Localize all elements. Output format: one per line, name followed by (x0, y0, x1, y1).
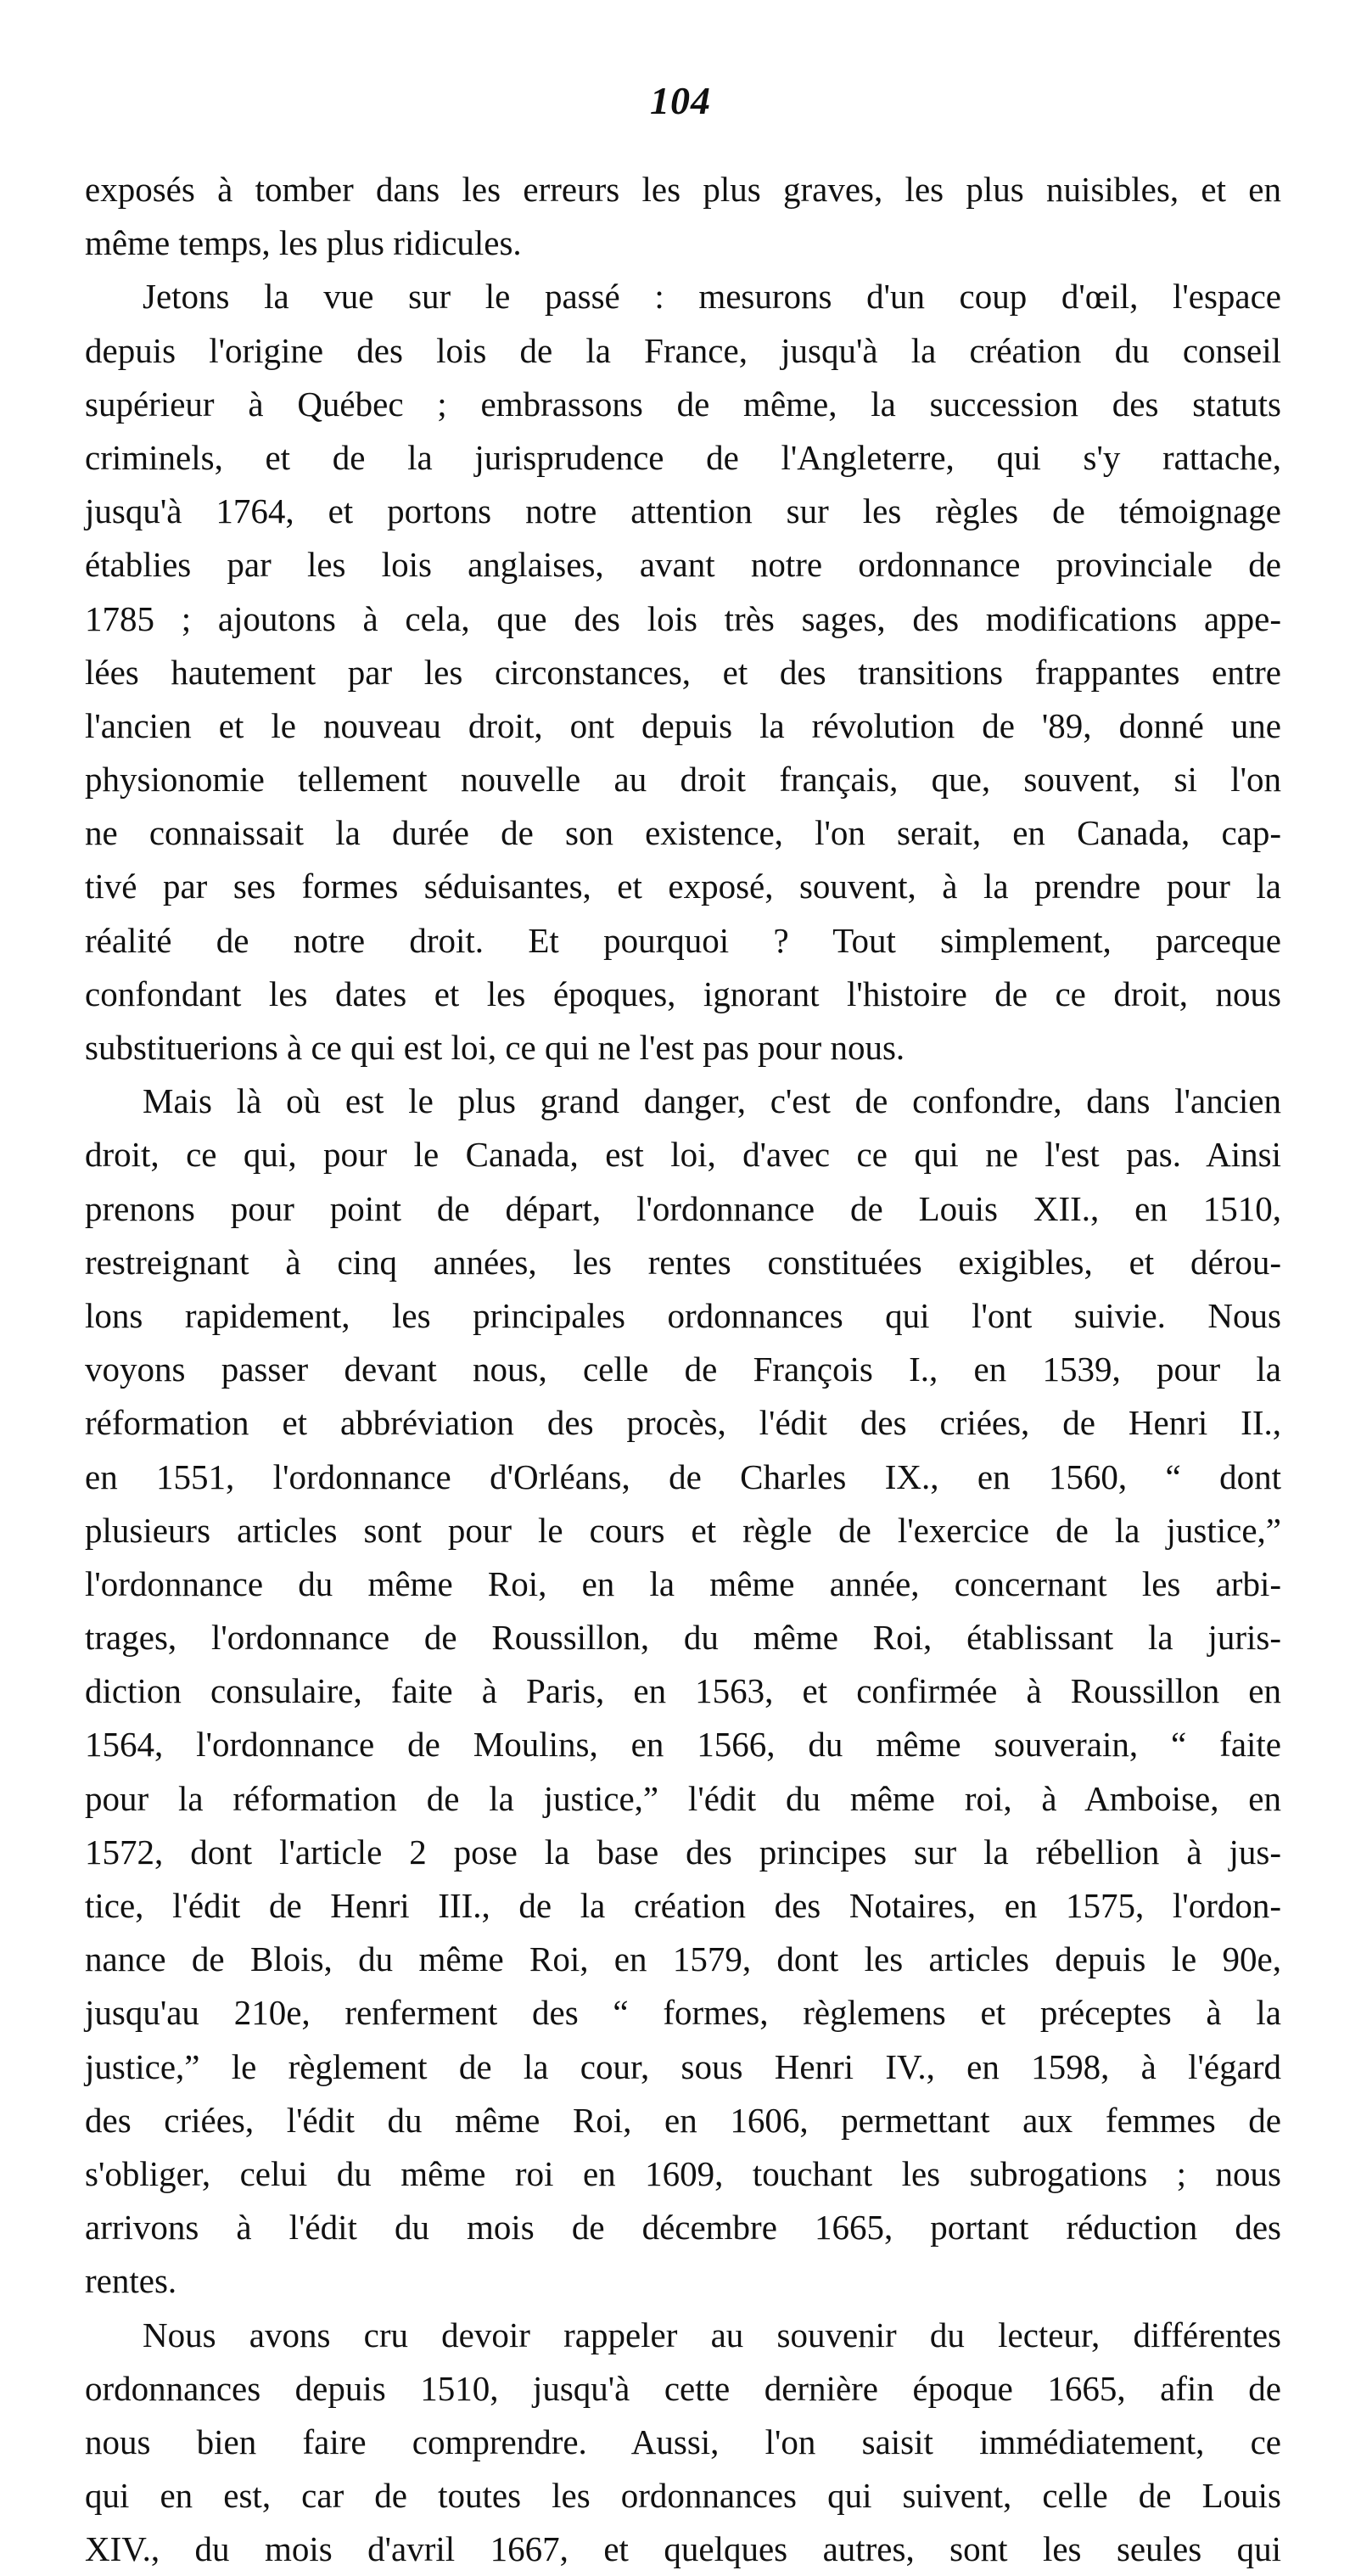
text-line: pour la réformation de la justice,” l'édit du même roi, à Amboise, en (85, 1772, 1281, 1826)
text-line: droit, ce qui, pour le Canada, est loi, d'avec ce qui ne l'est pas. Ainsi (85, 1128, 1281, 1181)
text-line: réalité de notre droit. Et pourquoi ? Tout simplement, parceque (85, 914, 1281, 968)
text-line: prenons pour point de départ, l'ordonnance de Louis XII., en 1510, (85, 1182, 1281, 1236)
text-line: trages, l'ordonnance de Roussillon, du même Roi, établissant la juris- (85, 1611, 1281, 1664)
text-line: physionomie tellement nouvelle au droit français, que, souvent, si l'on (85, 753, 1281, 806)
text-line: nance de Blois, du même Roi, en 1579, dont les articles depuis le 90e, (85, 1933, 1281, 1986)
body-text (85, 163, 1281, 2576)
text-line: 1564, l'ordonnance de Moulins, en 1566, du même souverain, “ faite (85, 1718, 1281, 1771)
text-line: plusieurs articles sont pour le cours et règle de l'exercice de la justice,” (85, 1504, 1281, 1557)
text-line: lées hautement par les circonstances, et des transitions frappantes entre (85, 646, 1281, 699)
text-line: même temps, les plus ridicules. (85, 216, 1281, 270)
text-line: tice, l'édit de Henri III., de la création des Notaires, en 1575, l'ordon- (85, 1879, 1281, 1933)
text-line: Mais là où est le plus grand danger, c'est de confondre, dans l'ancien (85, 1075, 1281, 1128)
text-line: en 1551, l'ordonnance d'Orléans, de Charles IX., en 1560, “ dont (85, 1451, 1281, 1504)
text-line: l'ancien et le nouveau droit, ont depuis la révolution de '89, donné une (85, 699, 1281, 753)
text-line: restreignant à cinq années, les rentes constituées exigibles, et dérou- (85, 1236, 1281, 1289)
text-line: qui en est, car de toutes les ordonnances qui suivent, celle de Louis (85, 2469, 1281, 2523)
text-line: établies par les lois anglaises, avant notre ordonnance provinciale de (85, 538, 1281, 592)
text-line: supérieur à Québec ; embrassons de même, la succession des statuts (85, 378, 1281, 431)
text-line: exposés à tomber dans les erreurs les plus graves, les plus nuisibles, et en (85, 163, 1281, 216)
text-line: jusqu'à 1764, et portons notre attention sur les règles de témoignage (85, 485, 1281, 538)
text-line: l'ordonnance du même Roi, en la même année, concernant les arbi- (85, 1557, 1281, 1611)
page-number: 104 (0, 78, 1361, 123)
text-line: justice,” le règlement de la cour, sous Henri IV., en 1598, à l'égard (85, 2040, 1281, 2094)
paragraph (85, 270, 1281, 1075)
text-line: tivé par ses formes séduisantes, et exposé, souvent, à la prendre pour la (85, 860, 1281, 913)
text-line: XIV., du mois d'avril 1667, et quelques autres, sont les seules qui (85, 2523, 1281, 2576)
text-line: 1572, dont l'article 2 pose la base des principes sur la rébellion à jus- (85, 1826, 1281, 1879)
text-line: confondant les dates et les époques, ignorant l'histoire de ce droit, nous (85, 968, 1281, 1021)
paragraph (85, 1075, 1281, 2308)
text-line: Jetons la vue sur le passé : mesurons d'un coup d'œil, l'espace (85, 270, 1281, 323)
text-line: ne connaissait la durée de son existence, l'on serait, en Canada, cap- (85, 806, 1281, 860)
paragraph (85, 163, 1281, 270)
text-line: depuis l'origine des lois de la France, jusqu'à la création du conseil (85, 324, 1281, 378)
text-line: 1785 ; ajoutons à cela, que des lois très sages, des modifications appe- (85, 592, 1281, 646)
text-line: Nous avons cru devoir rappeler au souvenir du lecteur, différentes (85, 2309, 1281, 2362)
text-line: voyons passer devant nous, celle de François I., en 1539, pour la (85, 1343, 1281, 1396)
text-line: nous bien faire comprendre. Aussi, l'on saisit immédiatement, ce (85, 2416, 1281, 2469)
text-line: lons rapidement, les principales ordonnances qui l'ont suivie. Nous (85, 1289, 1281, 1343)
text-line: diction consulaire, faite à Paris, en 1563, et confirmée à Roussillon en (85, 1664, 1281, 1718)
text-line: jusqu'au 210e, renferment des “ formes, règlemens et préceptes à la (85, 1986, 1281, 2040)
text-line: des criées, l'édit du même Roi, en 1606, permettant aux femmes de (85, 2094, 1281, 2147)
text-line: substituerions à ce qui est loi, ce qui ne l'est pas pour nous. (85, 1021, 1281, 1075)
text-line: ordonnances depuis 1510, jusqu'à cette dernière époque 1665, afin de (85, 2362, 1281, 2416)
text-line: arrivons à l'édit du mois de décembre 1665, portant réduction des (85, 2201, 1281, 2254)
paragraph (85, 2309, 1281, 2576)
text-line: s'obliger, celui du même roi en 1609, touchant les subrogations ; nous (85, 2147, 1281, 2201)
text-line: criminels, et de la jurisprudence de l'Angleterre, qui s'y rattache, (85, 431, 1281, 485)
text-line: rentes. (85, 2254, 1281, 2308)
text-line: réformation et abbréviation des procès, l'édit des criées, de Henri II., (85, 1396, 1281, 1450)
